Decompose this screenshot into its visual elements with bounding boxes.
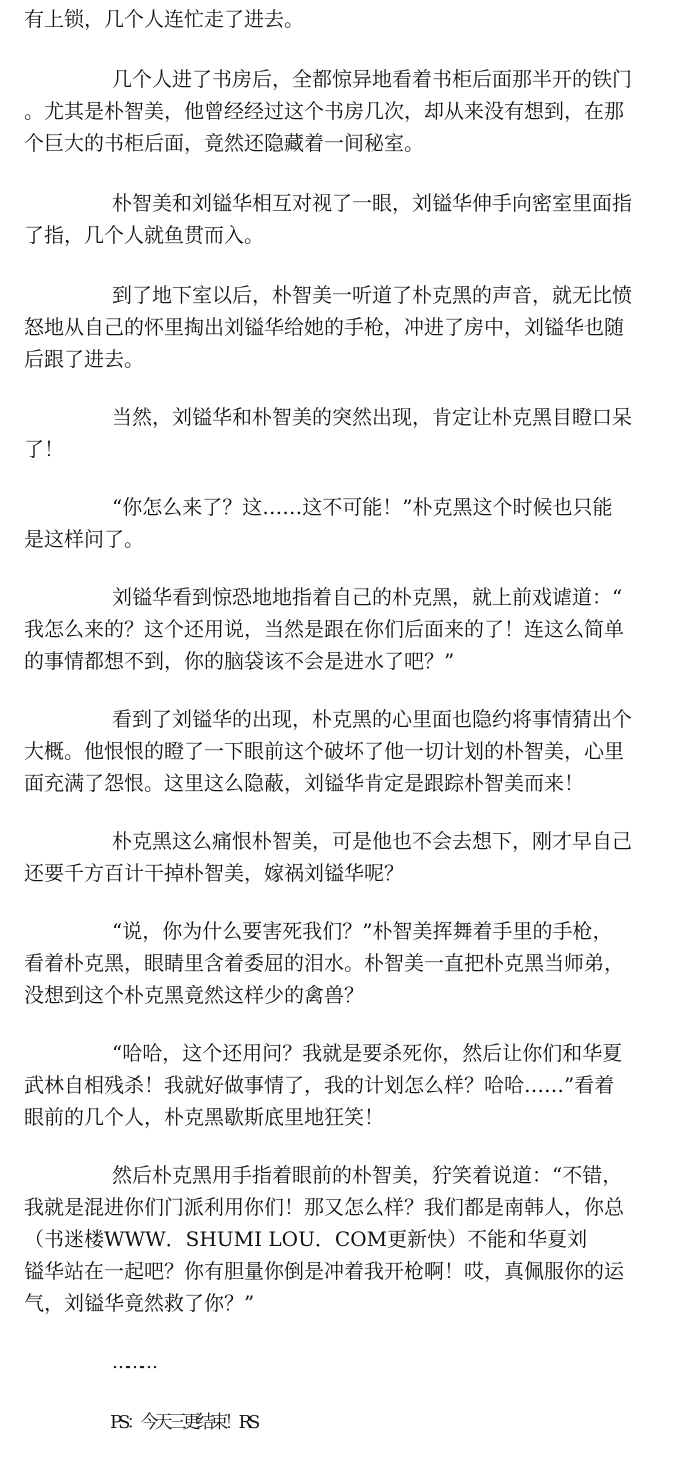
text-line: 看着朴克黑，眼睛里含着委屈的泪水。朴智美一直把朴克黑当师弟， bbox=[24, 951, 624, 975]
text-line: 面充满了怨恨。这里这么隐蔽，刘镒华肯定是跟踪朴智美而来！ bbox=[24, 771, 584, 795]
text-line: 我怎么来的？这个还用说，当然是跟在你们后面来的了！连这么简单 bbox=[24, 617, 624, 641]
text-line: 的事情都想不到，你的脑袋该不会是进水了吧？” bbox=[24, 649, 455, 673]
text-line: 当然，刘镒华和朴智美的突然出现，肯定让朴克黑目瞪口呆 bbox=[112, 405, 632, 429]
text-line: 。尤其是朴智美，他曾经经过这个书房几次，却从来没有想到，在那 bbox=[24, 99, 624, 123]
text-line: 看到了刘镒华的出现，朴克黑的心里面也隐约将事情猜出个 bbox=[112, 707, 632, 731]
text-line: 眼前的几个人，朴克黑歇斯底里地狂笑！ bbox=[24, 1105, 384, 1129]
text-line: 镒华站在一起吧？你有胆量你倒是冲着我开枪啊！哎，真佩服你的运 bbox=[24, 1259, 624, 1283]
text-line: “说，你为什么要害死我们？”朴智美挥舞着手里的手枪， bbox=[112, 919, 613, 943]
text-line: 大概。他恨恨的瞪了一下眼前这个破坏了他一切计划的朴智美，心里 bbox=[24, 739, 624, 763]
text-line: “哈哈，这个还用问？我就是要杀死你，然后让你们和华夏 bbox=[112, 1041, 623, 1065]
text-line: 是这样问了。 bbox=[24, 527, 144, 551]
ellipsis-line: ……… bbox=[112, 1352, 154, 1373]
text-line: 怒地从自己的怀里掏出刘镒华给她的手枪，冲进了房中，刘镒华也随 bbox=[24, 315, 624, 339]
text-line: 刘镒华看到惊恐地地指着自己的朴克黑，就上前戏谑道：“ bbox=[112, 585, 623, 609]
text-line: 没想到这个朴克黑竟然这样少的禽兽？ bbox=[24, 983, 364, 1007]
text-line: 个巨大的书柜后面，竟然还隐藏着一间秘室。 bbox=[24, 131, 424, 155]
text-line: 后跟了进去。 bbox=[24, 347, 144, 371]
text-line: 气，刘镒华竟然救了你？” bbox=[24, 1291, 255, 1315]
text-line: 了指，几个人就鱼贯而入。 bbox=[24, 223, 264, 247]
text-line: 几个人进了书房后，全都惊异地看着书柜后面那半开的铁门 bbox=[112, 67, 632, 91]
text-line: 有上锁，几个人连忙走了进去。 bbox=[24, 7, 304, 31]
postscript-note: PS：今天三更结束！RS bbox=[110, 1412, 257, 1433]
text-line: 我就是混进你们门派利用你们！那又怎么样？我们都是南韩人，你总 bbox=[24, 1195, 624, 1219]
text-line: 到了地下室以后，朴智美一听道了朴克黑的声音，就无比愤 bbox=[112, 283, 632, 307]
text-line: 朴克黑这么痛恨朴智美，可是他也不会去想下，刚才早自己 bbox=[112, 829, 632, 853]
text-line: 朴智美和刘镒华相互对视了一眼，刘镒华伸手向密室里面指 bbox=[112, 191, 632, 215]
text-line: （书迷楼WWW．SHUMI LOU．COM更新快）不能和华夏刘 bbox=[24, 1227, 588, 1251]
text-line: 然后朴克黑用手指着眼前的朴智美，狞笑着说道：“不错， bbox=[112, 1163, 623, 1187]
text-line: 了！ bbox=[24, 437, 64, 461]
text-line: “你怎么来了？这……这不可能！”朴克黑这个时候也只能 bbox=[112, 495, 613, 519]
text-line: 还要千方百计干掉朴智美，嫁祸刘镒华呢？ bbox=[24, 861, 404, 885]
text-line: 武林自相残杀！我就好做事情了，我的计划怎么样？哈哈……”看着 bbox=[24, 1073, 615, 1097]
